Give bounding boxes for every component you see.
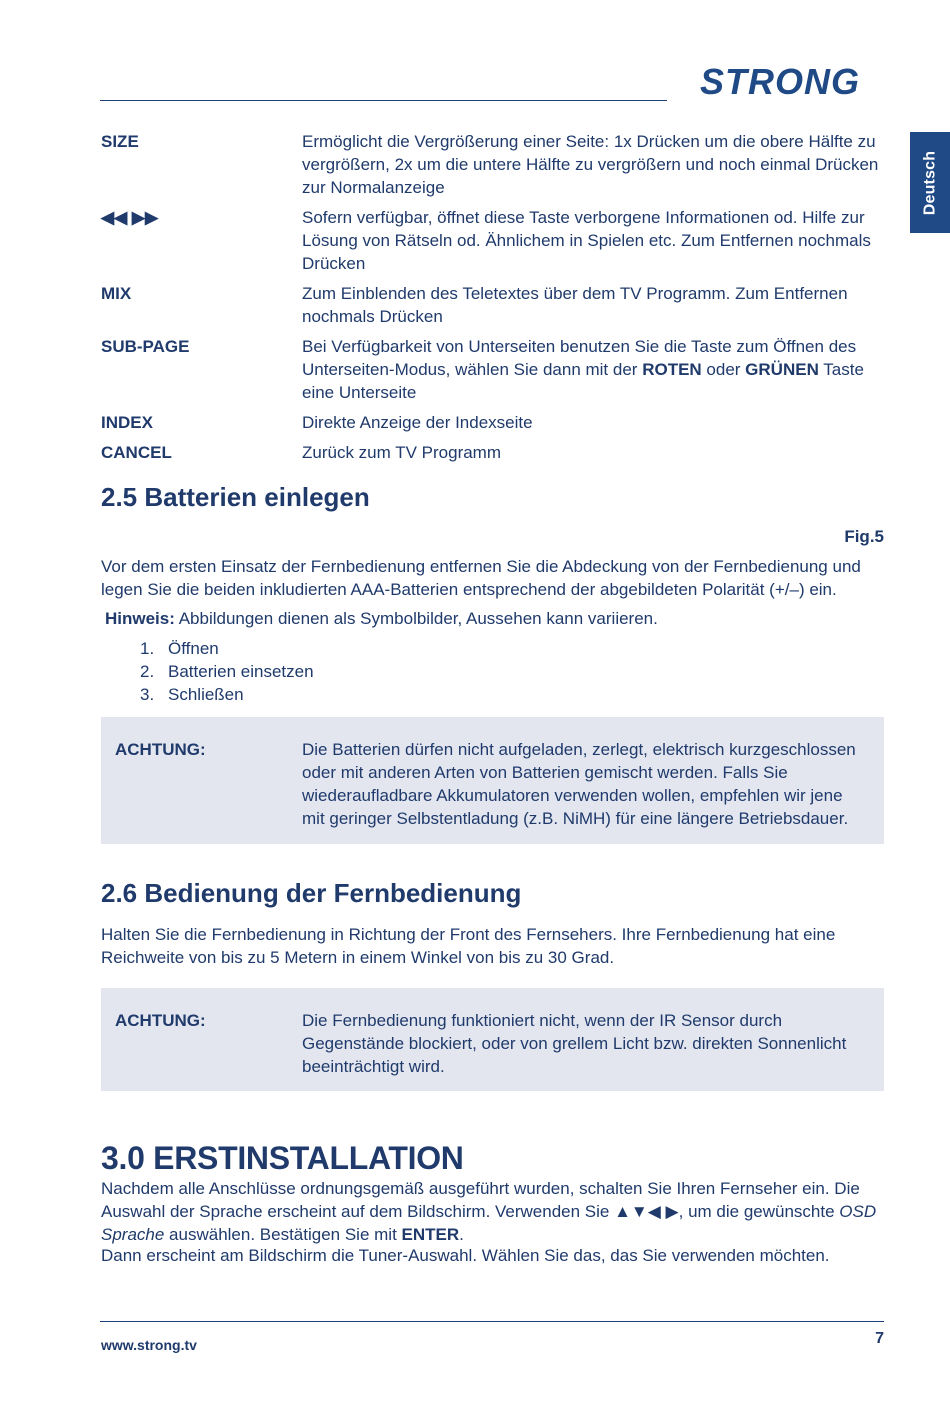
section-heading-batteries: 2.5 Batterien einlegen (101, 482, 370, 512)
warning-text: Die Batterien dürfen nicht aufgeladen, zerlegt, elektrisch kurzgeschlossen oder mit anderen Arten von Batterien gemischt werden. Falls Sie wiederaufladbare Akkumulatoren verwenden wollen, empfehlen wir jene mit geringer Selbstentladung (z.B. NiMH) für eine längere Betriebsdauer. (302, 740, 856, 828)
footer-url: www.strong.tv (101, 1337, 197, 1353)
arrow-keys-icon: ▲▼◀ ▶ (614, 1202, 679, 1221)
svg-text:STRONG: STRONG (700, 61, 861, 102)
installation-paragraph: Nachdem alle Anschlüsse ordnungsgemäß ausgeführt wurden, schalten Sie Ihren Fernseher ein. Die Auswahl der Sprache erscheint auf dem Bildschirm. Verwenden Sie ▲▼◀ ▶, um die gewünschte OSD Sprache auswählen. Bestätigen Sie mit ENTER. (101, 1179, 877, 1244)
key-description: Zum Einblenden des Teletextes über dem TV Programm. Zum Entfernen nochmals Drücken (302, 284, 848, 326)
key-name: ◀◀ ▶▶ (101, 208, 159, 227)
key-row (101, 206, 891, 275)
warning-label: ACHTUNG: (115, 740, 206, 759)
warning-box-batteries (101, 717, 884, 844)
key-name: SUB-PAGE (101, 337, 190, 356)
language-tab-label: Deutsch (921, 150, 938, 215)
section-heading-remote-use: 2.6 Bedienung der Fernbedienung (101, 878, 522, 908)
remote-use-paragraph: Halten Sie die Fernbedienung in Richtung der Front des Fernsehers. Ihre Fernbedienung hat eine Reichweite von bis zu 5 Metern in einem Winkel von bis zu 30 Grad. (101, 925, 836, 967)
key-row (101, 335, 891, 404)
key-description: Bei Verfügbarkeit von Unterseiten benutzen Sie die Taste zum Öffnen des Unterseiten-Modus, wählen Sie dann mit der ROTEN oder GRÜNEN Taste eine Unterseite (302, 337, 864, 402)
key-name: CANCEL (101, 443, 172, 462)
key-name: SIZE (101, 132, 139, 151)
list-item: 2. Batterien einsetzen (140, 662, 314, 681)
steps-list (140, 637, 314, 706)
figure-label: Fig.5 (844, 527, 884, 546)
key-description: Zurück zum TV Programm (302, 443, 502, 462)
installation-paragraph-2: Dann erscheint am Bildschirm die Tuner-Auswahl. Wählen Sie das, das Sie verwenden möchten. (101, 1246, 830, 1265)
hint-paragraph (105, 607, 895, 630)
section-heading-installation: 3.0 ERSTINSTALLATION (101, 1140, 464, 1176)
hint-label: Hinweis: (105, 609, 175, 628)
warning-label: ACHTUNG: (115, 1011, 206, 1030)
batteries-paragraph: Vor dem ersten Einsatz der Fernbedienung entfernen Sie die Abdeckung von der Fernbedienung und legen Sie die beiden inkludierten AAA-Batterien entsprechend der abgebildeten Polarität (+/–) ein. (101, 557, 861, 599)
warning-box-remote (101, 988, 884, 1091)
key-row (101, 282, 891, 328)
language-tab (910, 132, 950, 233)
list-item: 1. Öffnen (140, 639, 219, 658)
header-rule (100, 100, 667, 101)
key-row (101, 130, 891, 199)
key-row (101, 411, 891, 434)
hint-text: Abbildungen dienen als Symbolbilder, Aussehen kann variieren. (174, 609, 658, 628)
key-description: Sofern verfügbar, öffnet diese Taste verborgene Informationen od. Hilfe zur Lösung von Rätseln od. Ähnlichem in Spielen etc. Zum Entfernen nochmals Drücken (302, 208, 871, 273)
list-item: 3. Schließen (140, 685, 244, 704)
key-row (101, 441, 891, 464)
key-name: MIX (101, 284, 132, 303)
strong-logo (700, 60, 885, 102)
key-table (101, 130, 891, 464)
key-description: Direkte Anzeige der Indexseite (302, 413, 533, 432)
footer-rule (100, 1321, 884, 1322)
key-description: Ermöglicht die Vergrößerung einer Seite: 1x Drücken um die obere Hälfte zu vergrößern, 2x um die untere Hälfte zu vergrößern und noch einmal Drücken zur Normalanzeige (302, 132, 879, 197)
warning-text: Die Fernbedienung funktioniert nicht, wenn der IR Sensor durch Gegenstände blockiert, oder von grellem Licht bzw. direkten Sonnenlicht beeinträchtigt wird. (302, 1011, 847, 1076)
key-name: INDEX (101, 413, 153, 432)
page-number: 7 (875, 1330, 884, 1347)
